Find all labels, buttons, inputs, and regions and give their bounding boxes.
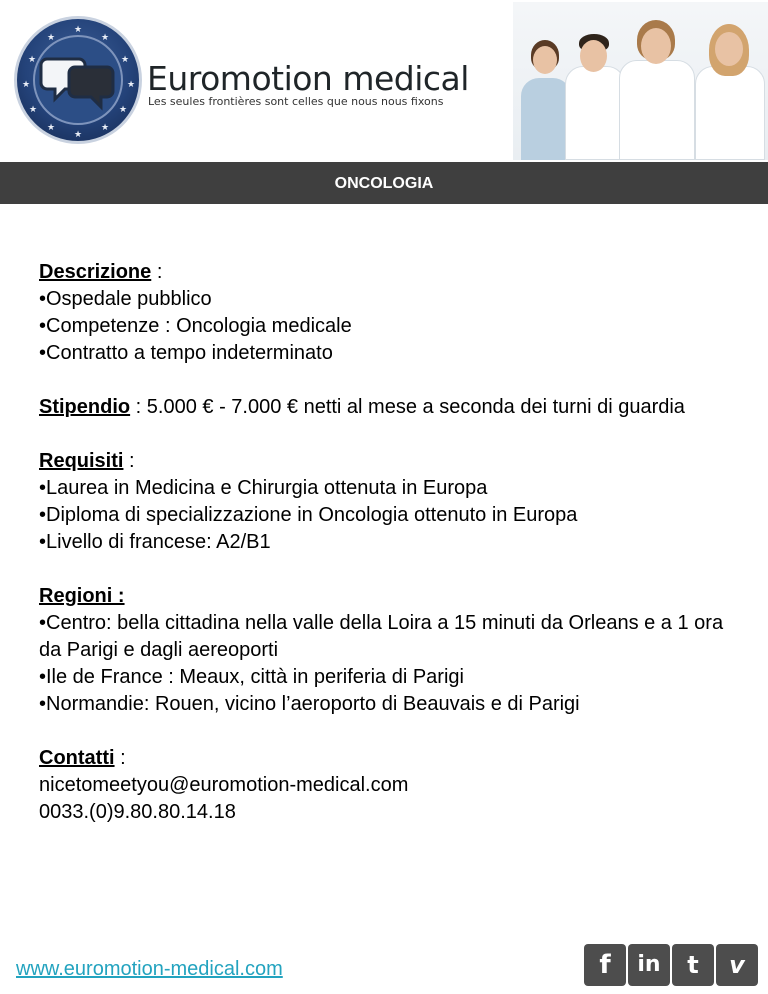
salary-text: : 5.000 € - 7.000 € netti al mese a seconda dei turni di guardia — [130, 396, 685, 418]
doctors-group-photo — [513, 2, 768, 160]
star-icon: ★ — [47, 32, 56, 42]
star-icon: ★ — [74, 24, 83, 34]
label-colon: : — [114, 747, 126, 769]
salary-paragraph — [39, 394, 739, 421]
linkedin-glyph: in — [637, 952, 661, 977]
twitter-glyph: t — [687, 951, 699, 979]
euromotion-logo — [14, 16, 142, 144]
star-icon: ★ — [22, 79, 31, 89]
list-item: •Laurea in Medicina e Chirurgia ottenuta in Europa — [39, 477, 488, 499]
descrizione-label: Descrizione — [39, 261, 152, 283]
doctor-figure — [617, 20, 695, 160]
star-icon: ★ — [28, 54, 37, 64]
section-heading — [39, 745, 739, 772]
contact-email[interactable]: nicetomeetyou@euromotion-medical.com — [39, 774, 409, 796]
section-heading — [39, 448, 739, 475]
label-colon: : — [123, 450, 135, 472]
list-item: •Livello di francese: A2/B1 — [39, 531, 271, 553]
brand-tagline: Les seules frontières sont celles que nous nous fixons — [148, 95, 444, 108]
star-icon: ★ — [29, 104, 38, 114]
contact-phone: 0033.(0)9.80.80.14.18 — [39, 801, 236, 823]
list-item: •Centro: bella cittadina nella valle della Loira a 15 minuti da Orleans e a 1 ora da Parigi e dagli aereoporti — [39, 612, 724, 661]
brand-name: Euromotion medical — [147, 59, 469, 98]
star-icon: ★ — [121, 54, 130, 64]
section-heading — [39, 259, 739, 286]
regioni-label: Regioni : — [39, 585, 125, 607]
star-icon: ★ — [47, 122, 56, 132]
star-icon: ★ — [74, 129, 83, 139]
requisiti-label: Requisiti — [39, 450, 124, 472]
label-colon: : — [151, 261, 163, 283]
page-title-banner — [0, 162, 768, 204]
list-item: •Ile de France : Meaux, città in periferia di Parigi — [39, 666, 464, 688]
star-icon: ★ — [101, 122, 110, 132]
facebook-icon[interactable] — [584, 944, 626, 986]
page-title: ONCOLOGIA — [334, 175, 434, 192]
list-item: •Contratto a tempo indeterminato — [39, 342, 333, 364]
viadeo-icon[interactable] — [716, 944, 758, 986]
star-icon: ★ — [101, 32, 110, 42]
facebook-glyph: f — [599, 950, 611, 980]
contatti-label: Contatti — [39, 747, 115, 769]
twitter-icon[interactable] — [672, 944, 714, 986]
list-item: •Competenze : Oncologia medicale — [39, 315, 352, 337]
section-heading — [39, 583, 739, 610]
doctor-figure — [693, 24, 765, 160]
list-item: •Ospedale pubblico — [39, 288, 212, 310]
star-icon: ★ — [127, 79, 136, 89]
linkedin-icon[interactable] — [628, 944, 670, 986]
header — [0, 0, 768, 162]
stipendio-label: Stipendio — [39, 396, 131, 418]
list-item: •Normandie: Rouen, vicino l’aeroporto di Beauvais e di Parigi — [39, 693, 580, 715]
doctor-figure — [563, 32, 625, 160]
viadeo-glyph: v — [729, 951, 745, 979]
speech-bubbles-icon — [33, 32, 123, 125]
list-item: •Diploma di specializzazione in Oncologia ottenuto in Europa — [39, 504, 578, 526]
job-description — [39, 259, 739, 826]
website-link[interactable]: www.euromotion-medical.com — [16, 958, 283, 980]
star-icon: ★ — [119, 104, 128, 114]
